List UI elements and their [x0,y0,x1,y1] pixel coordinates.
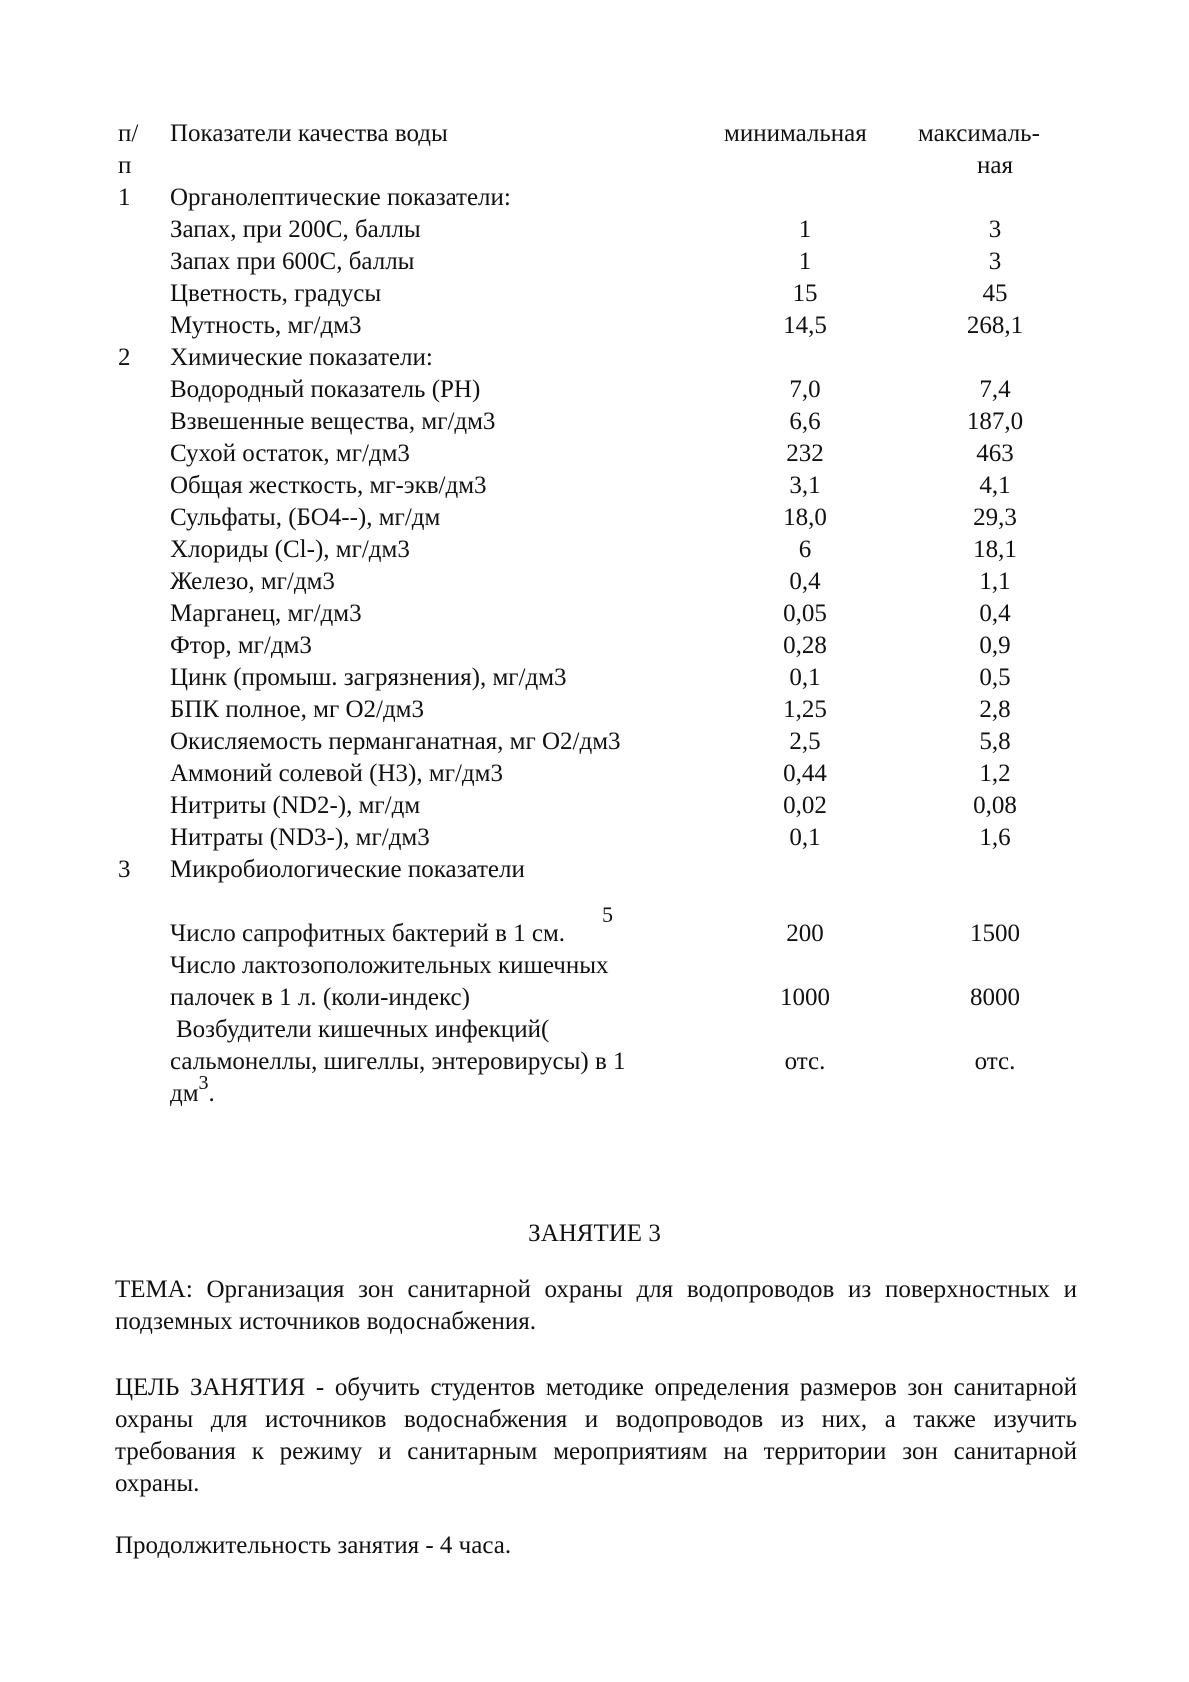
row-min-value: 3,1 [789,472,821,499]
lesson-goal: ЦЕЛЬ ЗАНЯТИЯ - обучить студентов методике определения размеров зон санитарной охраны для источников водоснабжения и водопроводов из них, а также изучить требования к режиму и санитарным мероприятиям на территории зон санитарной охраны. [115,1374,1077,1497]
row-max-value: 45 [982,280,1008,307]
row-min-value: 7,0 [789,376,821,403]
lacto-max: 8000 [970,984,1020,1011]
row-min-value: 0,4 [789,568,821,595]
row-min-value: 2,5 [789,728,821,755]
row-max-value: 29,3 [973,504,1017,531]
header-num-2: п [118,152,132,179]
bact-name: Число сапрофитных бактерий в 1 см. [170,920,566,947]
row-indicator: Фтор, мг/дм3 [170,632,312,659]
row-min-value: 1,25 [783,696,827,723]
row-max-value: 5,8 [979,728,1011,755]
pathogen-unit: дм [170,1080,199,1107]
row-min-value: 0,1 [789,664,821,691]
row-min-value: 0,05 [783,600,827,627]
lesson-topic: ТЕМА: Организация зон санитарной охраны для водопроводов из поверхностных и подземных источников водоснабжения. [115,1276,1077,1335]
row-min-value: 232 [786,440,824,467]
row-number: 2 [118,344,131,371]
pathogen-min: отс. [784,1048,826,1075]
row-max-value: 1,1 [979,568,1011,595]
row-indicator: Взвешенные вещества, мг/дм3 [170,408,496,435]
row-min-value: 1 [798,216,812,243]
row-indicator: Сульфаты, (БО4--), мг/дм [170,504,441,531]
row-max-value: 463 [976,440,1014,467]
row-indicator: Хлориды (Cl-), мг/дм3 [170,536,410,563]
row-min-value: 1 [798,248,812,275]
row-min-value: 0,1 [789,824,821,851]
row-max-value: 18,1 [973,536,1017,563]
row-number: 3 [118,856,131,883]
bact-superscript: 5 [602,902,613,927]
row-max-value: 1,2 [979,760,1011,787]
row-indicator: Железо, мг/дм3 [170,568,335,595]
row-indicator: Органолептические показатели: [170,184,511,211]
row-indicator: Нитраты (ND3-), мг/дм3 [170,824,430,851]
bact-min: 200 [786,920,824,947]
row-indicator: Цинк (промыш. загрязнения), мг/дм3 [170,664,567,691]
row-max-value: 2,8 [979,696,1011,723]
lesson-title: ЗАНЯТИЕ 3 [528,1220,661,1247]
pathogen-superscript: 3 [198,1072,209,1094]
row-indicator: Общая жесткость, мг-экв/дм3 [170,472,487,499]
row-min-value: 0,28 [783,632,827,659]
row-min-value: 6,6 [789,408,821,435]
lacto-name-1: Число лактозоположительных кишечных [170,952,609,979]
row-indicator: Сухой остаток, мг/дм3 [170,440,410,467]
row-indicator: Запах, при 200С, баллы [170,216,421,243]
row-max-value: 1,6 [979,824,1011,851]
row-max-value: 7,4 [979,376,1011,403]
row-max-value: 0,4 [979,600,1011,627]
row-max-value: 0,5 [979,664,1011,691]
row-max-value: 187,0 [966,408,1024,435]
row-max-value: 4,1 [979,472,1011,499]
header-num: п/ [118,120,139,147]
row-indicator: Аммоний солевой (Н3), мг/дм3 [170,760,503,787]
pathogen-dot: . [208,1080,215,1107]
row-indicator: Мутность, мг/дм3 [170,312,362,339]
lesson-duration: Продолжительность занятия - 4 часа. [115,1532,512,1559]
row-max-value: 0,9 [979,632,1011,659]
row-indicator: Запах при 600С, баллы [170,248,415,275]
row-min-value: 18,0 [783,504,827,531]
lacto-min: 1000 [780,984,830,1011]
row-max-value: 3 [988,216,1002,243]
row-min-value: 0,02 [783,792,827,819]
header-indicator: Показатели качества воды [170,120,448,147]
pathogen-name-3 [170,1072,215,1111]
row-min-value: 0,44 [783,760,827,787]
row-max-value: 0,08 [973,792,1017,819]
row-min-value: 6 [798,536,812,563]
header-max: максималь- [918,120,1040,147]
row-indicator: БПК полное, мг О2/дм3 [170,696,425,723]
row-indicator: Цветность, градусы [170,280,382,307]
row-indicator: Водородный показатель (РН) [170,376,481,403]
row-indicator: Микробиологические показатели [170,856,525,883]
header-max-2: ная [977,152,1013,179]
pathogen-max: отс. [974,1048,1016,1075]
row-indicator: Нитриты (ND2-), мг/дм [170,792,421,819]
row-max-value: 3 [988,248,1002,275]
row-min-value: 14,5 [783,312,827,339]
row-number: 1 [118,184,131,211]
row-indicator: Химические показатели: [170,344,433,371]
row-max-value: 268,1 [966,312,1024,339]
row-min-value: 15 [792,280,818,307]
row-indicator: Окисляемость перманганатная, мг О2/дм3 [170,728,621,755]
pathogen-name-1: Возбудители кишечных инфекций( [176,1016,550,1043]
row-indicator: Марганец, мг/дм3 [170,600,362,627]
pathogen-name-2: сальмонеллы, шигеллы, энтеровирусы) в 1 [170,1048,626,1075]
header-min: минимальная [724,120,867,147]
bact-max: 1500 [970,920,1020,947]
lacto-name-2: палочек в 1 л. (коли-индекс) [170,984,470,1011]
